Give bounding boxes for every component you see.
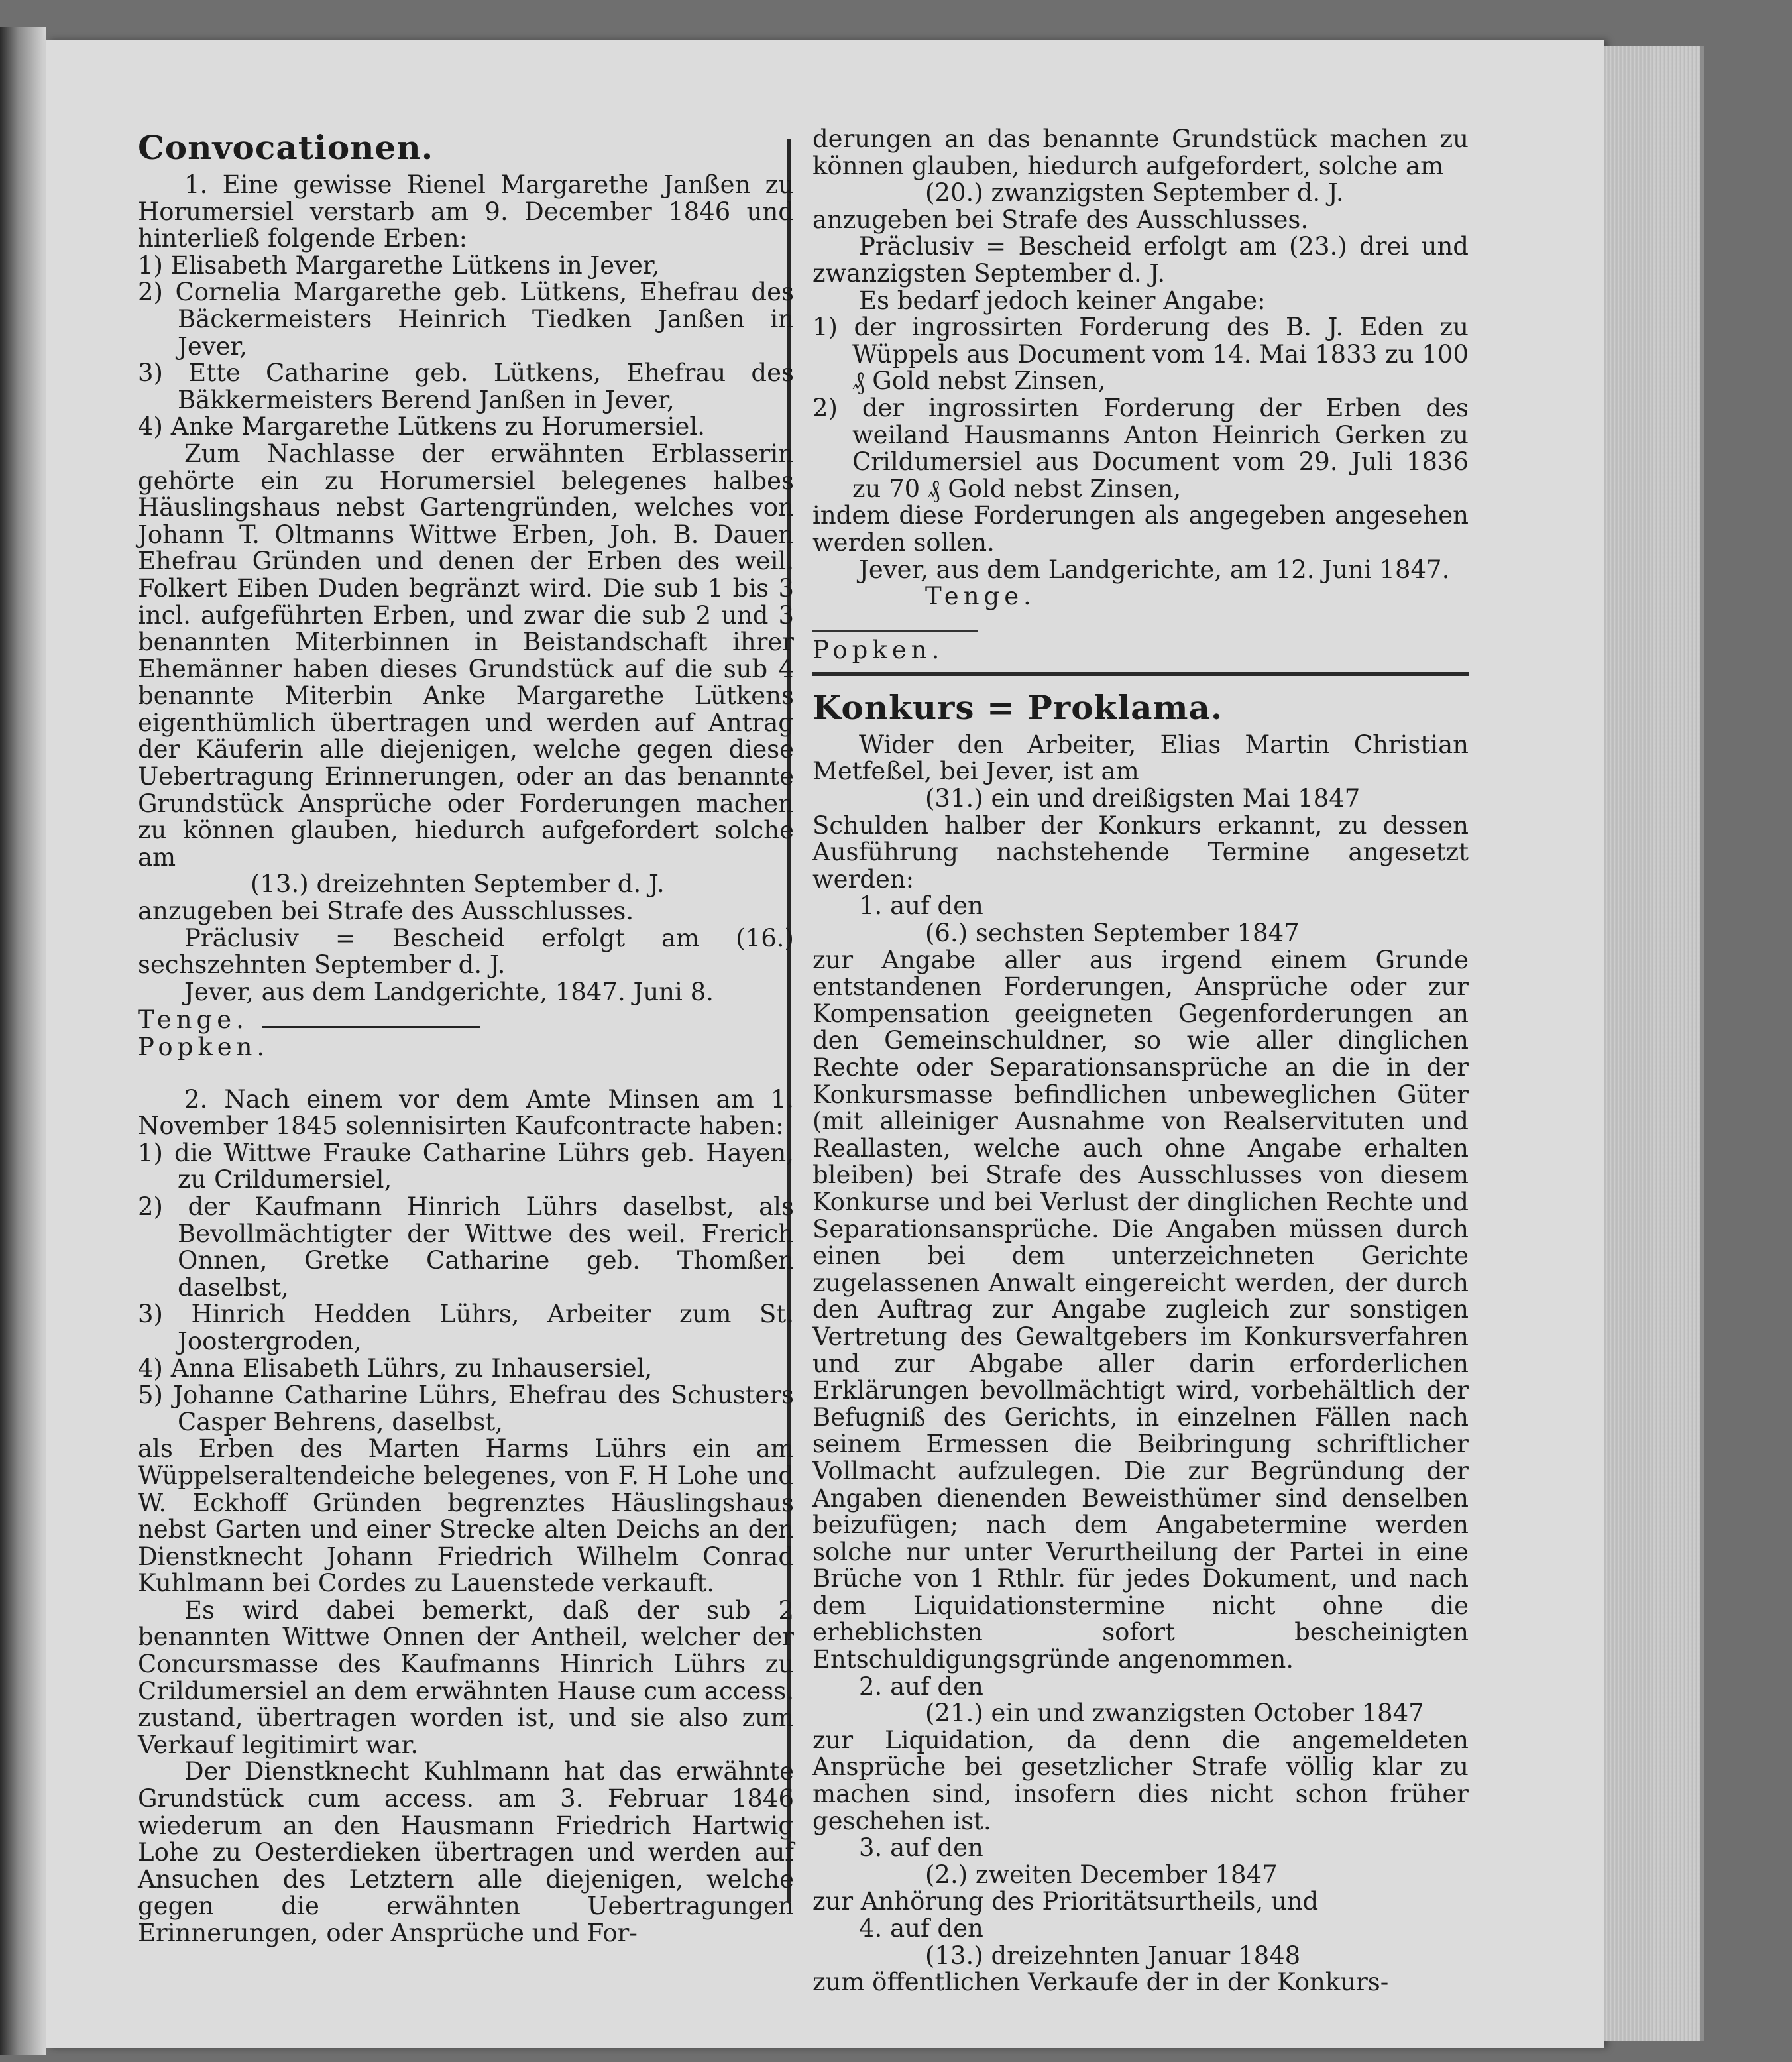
konkurs-body: Schulden halber der Konkurs erkannt, zu dessen Ausführung nachstehende Termine angesetzt werden: bbox=[812, 811, 1469, 893]
heir-1: 1) Elisabeth Margarethe Lütkens in Jever, bbox=[138, 251, 660, 280]
signature-tenge: Tenge. bbox=[138, 1005, 249, 1035]
notice-2-body: als Erben des Marten Harms Lührs ein am Wüppelseraltendeiche belegenes, von F. H Lohe und W. Eckhoff Gründen begrenztes Häuslingshaus nebst Garten und einer Strecke alten Deichs an den Dienstknecht Johann Friedrich Wilhelm Conrad Kuhlmann bei Cordes zu Lauenstede verkauft. bbox=[138, 1434, 794, 1598]
party-2: 2) der Kaufmann Hinrich Lührs daselbst, als Bevollmächtigter der Wittwe des weil. Frerich Onnen, Gretke Catharine geb. Thomßen daselbst, bbox=[138, 1192, 794, 1302]
notice-1-body: Zum Nachlasse der erwähnten Erblasserin gehörte ein zu Horumersiel belegenes halbes Häuslingshaus nebst Gartengründen, welches von Johann T. Oltmanns Wittwe Erben, Joh. B. Dauen Ehefrau Gründen und denen der Erben des weil. Folkert Eiben Duden begränzt wird. Die sub 1 bis 3 incl. aufgeführten Erben, und zwar die sub 2 und 3 benannten Miterbinnen in Beistandschaft ihrer Ehemänner haben dieses Grundstück auf die sub 4 benannte Miterbin Anke Margarethe Lütkens eigenthümlich übertragen und werden auf Antrag der Käuferin alle diejenigen, welche gegen diese Uebertragung Erinnerungen, oder an das benannte Grundstück Ansprüche oder Forderungen machen zu können glauben, hiedurch aufgefordert solche am bbox=[138, 439, 794, 872]
signature-popken: Popken. bbox=[138, 1033, 270, 1061]
notice-1-praeclusiv: Präclusiv = Bescheid erfolgt am (16.) sechszehnten September d. J. bbox=[138, 923, 794, 980]
signature-tenge-right: Tenge. bbox=[925, 582, 1036, 611]
claims-close: indem diese Forderungen als angegeben angesehen werden sollen. bbox=[812, 501, 1469, 557]
konkurs-intro: Wider den Arbeiter, Elias Martin Christian Metfeßel, bei Jever, ist am bbox=[812, 730, 1469, 786]
signature-rule bbox=[262, 1025, 480, 1028]
term-3-body: zur Anhörung des Prioritätsurtheils, und bbox=[812, 1887, 1319, 1916]
section-divider bbox=[812, 672, 1469, 676]
left-column bbox=[138, 129, 794, 1947]
term-3-date: (2.) zweiten December 1847 bbox=[925, 1860, 1278, 1889]
continuation-date: (20.) zwanzigsten September d. J. bbox=[925, 178, 1344, 207]
section-heading-konkurs: Konkurs = Proklama. bbox=[812, 687, 1223, 727]
binding-shadow bbox=[0, 27, 46, 2055]
continuation-text: derungen an das benannte Grundstück machen zu können glauben, hiedurch aufgefordert, solche am bbox=[812, 125, 1469, 180]
notice-2-resale: Der Dienstknecht Kuhlmann hat das erwähnte Grundstück cum access. am 3. Februar 1846 wiederum an den Hausmann Friedrich Hartwig Lohe zu Oesterdieken übertragen und werden auf Ansuchen des Letztern alle diejenigen, welche gegen die erwähnten Uebertragungen Erinnerungen, oder Ansprüche und For- bbox=[138, 1757, 794, 1947]
notice-1-intro: 1. Eine gewisse Rienel Margarethe Janßen zu Horumersiel verstarb am 9. December 1846 und hinterließ folgende Erben: bbox=[138, 170, 794, 253]
term-2-body: zur Liquidation, da denn die angemeldeten Ansprüche bei gesetzlicher Strafe völlig klar zu machen sind, insofern dies nicht schon früher geschehen ist. bbox=[812, 1725, 1469, 1835]
term-3: 3. auf den bbox=[859, 1833, 983, 1862]
claim-1: 1) der ingrossirten Forderung des B. J. Eden zu Wüppels aus Document vom 14. Mai 1833 zu 100 ₰ Gold nebst Zinsen, bbox=[812, 313, 1469, 396]
notice-1-date: (13.) dreizehnten September d. J. bbox=[251, 870, 665, 899]
konkurs-date: (31.) ein und dreißigsten Mai 1847 bbox=[925, 784, 1361, 813]
notice-1-place-date: Jever, aus dem Landgerichte, 1847. Juni 8. bbox=[184, 977, 714, 1006]
notice-1-penalty: anzugeben bei Strafe des Ausschlusses. bbox=[138, 897, 634, 926]
page-edges bbox=[1604, 46, 1704, 2041]
no-claim-needed: Es bedarf jedoch keiner Angabe: bbox=[859, 286, 1266, 315]
term-1: 1. auf den bbox=[859, 891, 983, 921]
signature-rule-right bbox=[812, 610, 1469, 638]
party-5: 5) Johanne Catharine Lührs, Ehefrau des Schusters Casper Behrens, daselbst, bbox=[138, 1381, 794, 1436]
notice-2-note: Es wird dabei bemerkt, daß der sub 2 benannten Wittwe Onnen der Antheil, welcher der Concursmasse des Kaufmanns Hinrich Lührs zu Crildumersiel an dem erwähnten Hause cum access. zustand, übertragen worden ist, und sie also zum Verkauf legitimirt war. bbox=[138, 1595, 794, 1759]
right-column bbox=[812, 126, 1469, 1996]
heir-2: 2) Cornelia Margarethe geb. Lütkens, Ehefrau des Bäckermeisters Heinrich Tiedken Janßen in Jever, bbox=[138, 278, 794, 361]
heir-3: 3) Ette Catharine geb. Lütkens, Ehefrau des Bäkkermeisters Berend Janßen in Jever, bbox=[138, 359, 794, 414]
continuation-penalty: anzugeben bei Strafe des Ausschlusses. bbox=[812, 205, 1309, 234]
party-3: 3) Hinrich Hedden Lührs, Arbeiter zum St. Joostergroden, bbox=[138, 1300, 794, 1355]
party-4: 4) Anna Elisabeth Lührs, zu Inhausersiel, bbox=[138, 1353, 653, 1383]
signature-popken-right: Popken. bbox=[812, 636, 944, 665]
term-2: 2. auf den bbox=[859, 1672, 983, 1701]
party-1: 1) die Wittwe Frauke Catharine Lührs geb. Hayen, zu Crildumersiel, bbox=[138, 1138, 794, 1194]
section-heading-convocationen: Convocationen. bbox=[138, 128, 434, 167]
term-2-date: (21.) ein und zwanzigsten October 1847 bbox=[925, 1699, 1424, 1728]
continuation-praeclusiv: Präclusiv = Bescheid erfolgt am (23.) drei und zwanzigsten September d. J. bbox=[812, 232, 1469, 288]
term-1-body: zur Angabe aller aus irgend einem Grunde entstandenen Forderungen, Ansprüche oder zur Kompensation geeigneten Gegenforderungen an den Gemeinschuldner, so wie aller dinglichen Rechte oder Separationsansprüche an die in der Konkursmasse befindlichen unbeweglichen Güter (mit alleiniger Ausnahme von Realservituten und Reallasten, welche auch ohne Angabe erhalten bleiben) bei Strafe des Ausschlusses von diesem Konkurse und bei Verlust der dinglichen Rechte und Separationsansprüche. Die Angaben müssen durch einen bei dem unterzeichneten Gerichte zugelassenen Anwalt eingereicht werden, der durch den Auftrag zur Angabe zugleich zur sonstigen Vertretung des Gewaltgebers im Konkursverfahren und zur Abgabe aller darin erforderlichen Erklärungen bevollmächtigt wird, vorbehältlich der Befugniß des Gerichts, in einzelnen Fällen nach seinem Ermessen die Beibringung schriftlicher Vollmacht aufzulegen. Die zur Begründung der Angaben dienenden Beweisthümer sind denselben beizufügen; nach dem Angabetermine werden solche nur unter Verurtheilung der Partei in eine Brüche von 1 Rthlr. für jedes Dokument, und nach dem Liquidationstermine nicht ohne die erheblichsten sofort bescheinigten Entschuldigungsgründe angenommen. bbox=[812, 945, 1469, 1674]
signature-line bbox=[138, 1007, 794, 1034]
heir-4: 4) Anke Margarethe Lütkens zu Horumersiel. bbox=[138, 412, 705, 441]
term-4: 4. auf den bbox=[859, 1914, 983, 1943]
term-1-date: (6.) sechsten September 1847 bbox=[925, 919, 1300, 948]
continuation-place-date: Jever, aus dem Landgerichte, am 12. Juni 1847. bbox=[859, 555, 1450, 584]
term-4-body: zum öffentlichen Verkaufe der in der Konkurs- bbox=[812, 1968, 1389, 1997]
notice-2-intro: 2. Nach einem vor dem Amte Minsen am 1. November 1845 solennisirten Kaufcontracte haben: bbox=[138, 1084, 794, 1141]
claim-2: 2) der ingrossirten Forderung der Erben des weiland Hausmanns Anton Heinrich Gerken zu Crildumersiel aus Document vom 29. Juli 1836 zu 70 ₰ Gold nebst Zinsen, bbox=[812, 393, 1469, 503]
term-4-date: (13.) dreizehnten Januar 1848 bbox=[925, 1941, 1301, 1970]
